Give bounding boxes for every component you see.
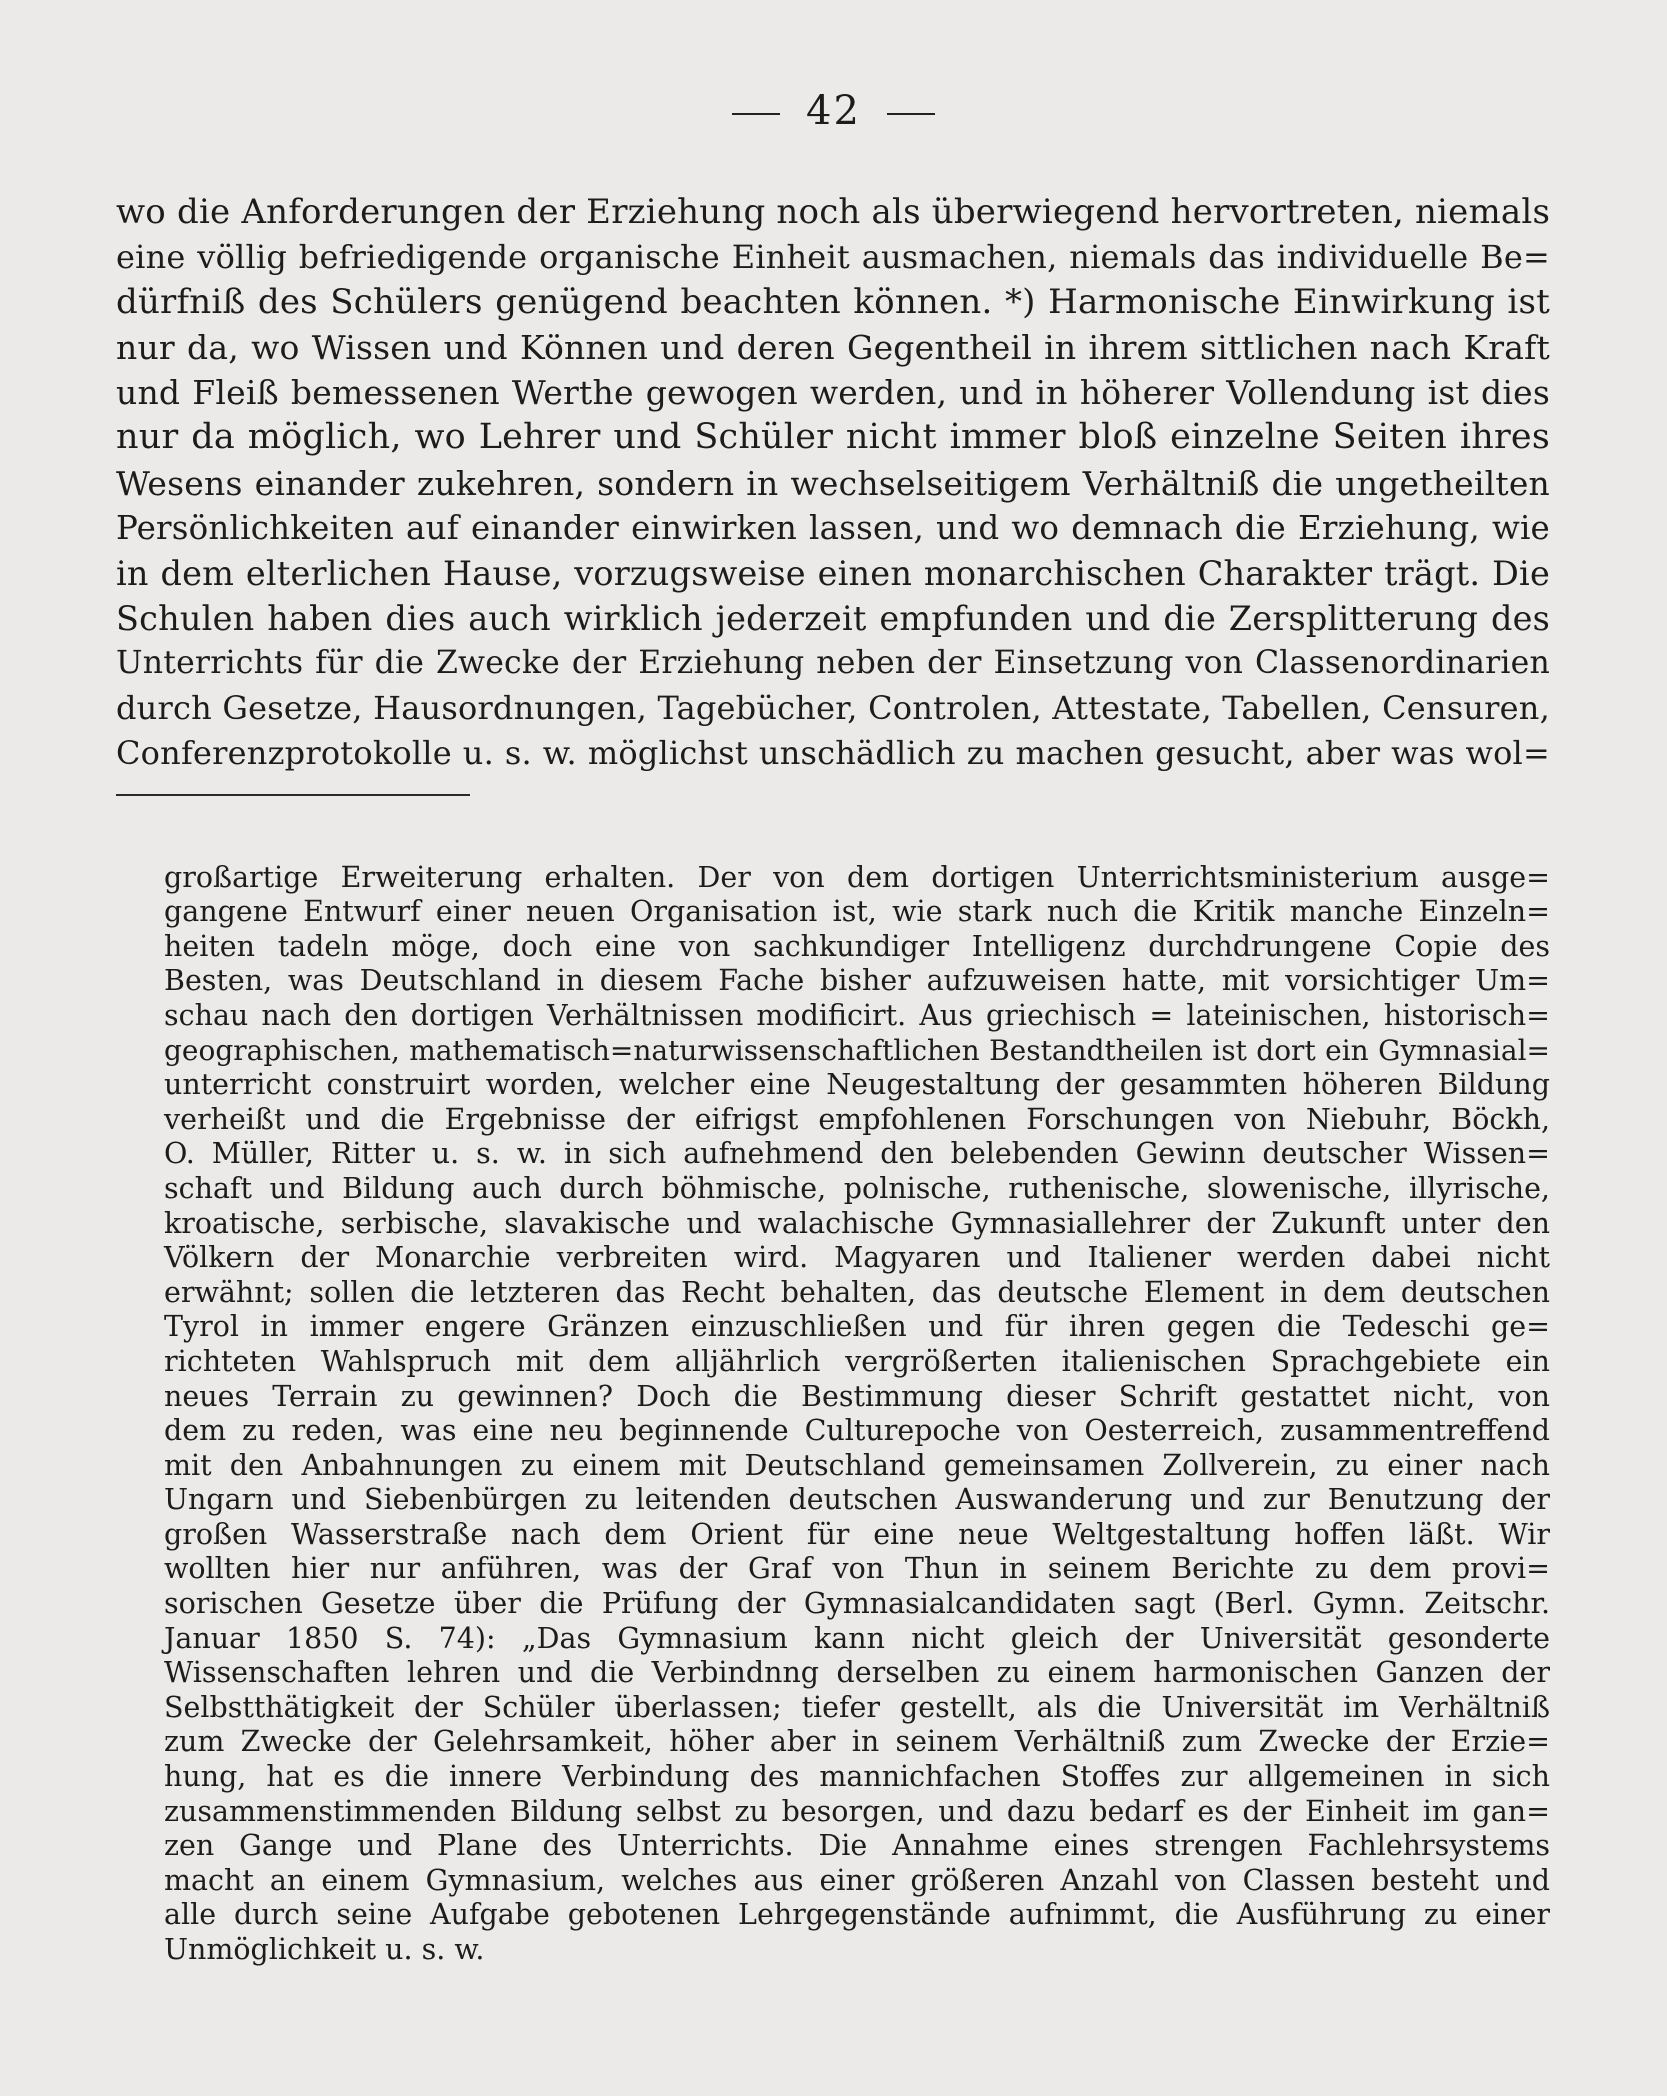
body-line: nur da möglich, wo Lehrer und Schüler nicht immer bloß einzelne Seiten ihres <box>116 417 1550 458</box>
footnote-line: kroatische, serbische, slavakische und walachische Gymnasiallehrer der Zukunft unter den <box>164 1206 1550 1240</box>
footnote-line: wollten hier nur anführen, was der Graf von Thun in seinem Berichte zu dem provi= <box>164 1552 1550 1586</box>
footnote-line: O. Müller, Ritter u. s. w. in sich aufnehmend den belebenden Gewinn deutscher Wissen= <box>164 1137 1550 1171</box>
footnote-line: gangene Entwurf einer neuen Organisation ist, wie stark nuch die Kritik manche Einzeln= <box>164 895 1550 929</box>
footnote-line: heiten tadeln möge, doch eine von sachkundiger Intelligenz durchdrungene Copie des <box>164 929 1550 963</box>
footnote-line: zen Gange und Plane des Unterrichts. Die Annahme eines strengen Fachlehrsystems <box>164 1829 1550 1863</box>
footnote-line: Tyrol in immer engere Gränzen einzuschließen und für ihren gegen die Tedeschi ge= <box>164 1310 1550 1344</box>
footnote-line: richteten Wahlspruch mit dem alljährlich vergrößerten italienischen Sprachgebiete ein <box>164 1344 1550 1378</box>
header-dash-right <box>887 113 935 115</box>
footnote-separator <box>116 794 470 796</box>
body-line: wo die Anforderungen der Erziehung noch als überwiegend hervortreten, niemals <box>116 192 1551 232</box>
footnote-line: neues Terrain zu gewinnen? Doch die Bestimmung dieser Schrift gestattet nicht, von <box>164 1379 1550 1413</box>
footnote-line: mit den Anbahnungen zu einem mit Deutschland gemeinsamen Zollverein, zu einer nach <box>164 1448 1550 1482</box>
footnote-line: Wissenschaften lehren und die Verbindnng derselben zu einem harmonischen Ganzen der <box>164 1656 1550 1690</box>
body-line: Wesens einander zukehren, sondern in wechselseitigem Verhältniß die ungetheilten <box>116 463 1550 503</box>
footnote-line: Selbstthätigkeit der Schüler überlassen; tiefer gestellt, als die Universität im Verhältniß <box>164 1690 1550 1724</box>
main-text <box>116 190 1550 776</box>
body-line: nur da, wo Wissen und Können und deren Gegentheil in ihrem sittlichen nach Kraft <box>116 328 1550 368</box>
body-line: und Fleiß bemessenen Werthe gewogen werden, und in höherer Vollendung ist dies <box>116 373 1550 413</box>
footnote-line: macht an einem Gymnasium, welches aus einer größeren Anzahl von Classen besteht und <box>164 1863 1550 1897</box>
footnote-line: Januar 1850 S. 74): „Das Gymnasium kann nicht gleich der Universität gesonderte <box>164 1621 1550 1655</box>
footnote-line: großen Wasserstraße nach dem Orient für eine neue Weltgestaltung hoffen läßt. Wir <box>164 1517 1550 1551</box>
footnote-line: Besten, was Deutschland in diesem Fache bisher aufzuweisen hatte, mit vorsichtiger Um= <box>164 964 1550 998</box>
page-header <box>0 88 1667 134</box>
body-line: durch Gesetze, Hausordnungen, Tagebücher, Controlen, Attestate, Tabellen, Censuren, <box>116 689 1550 728</box>
footnote-line: alle durch seine Aufgabe gebotenen Lehrgegenstände aufnimmt, die Ausführung zu einer <box>164 1898 1550 1932</box>
header-dash-left <box>732 113 780 115</box>
footnote-line: Ungarn und Siebenbürgen zu leitenden deutschen Auswanderung und zur Benutzung der <box>164 1483 1550 1517</box>
body-line: in dem elterlichen Hause, vorzugsweise einen monarchischen Charakter trägt. Die <box>116 553 1550 593</box>
footnote-line: zum Zwecke der Gelehrsamkeit, höher aber in seinem Verhältniß zum Zwecke der Erzie= <box>164 1725 1550 1759</box>
footnote-line: sorischen Gesetze über die Prüfung der Gymnasialcandidaten sagt (Berl. Gymn. Zeitschr. <box>164 1587 1550 1621</box>
footnote-line: dem zu reden, was eine neu beginnende Culturepoche von Oesterreich, zusammentreffend <box>164 1414 1550 1448</box>
footnote-line: schau nach den dortigen Verhältnissen modificirt. Aus griechisch = lateinischen, historisch= <box>164 998 1550 1032</box>
footnote-line: Völkern der Monarchie verbreiten wird. Magyaren und Italiener werden dabei nicht <box>164 1241 1550 1275</box>
footnote-line: verheißt und die Ergebnisse der eifrigst empfohlenen Forschungen von Niebuhr, Böckh, <box>164 1102 1550 1136</box>
body-line: eine völlig befriedigende organische Einheit ausmachen, niemals das individuelle Be= <box>116 238 1550 277</box>
footnote-line <box>163 826 1550 861</box>
footnote <box>164 826 1550 1968</box>
body-line: Persönlichkeiten auf einander einwirken lassen, und wo demnach die Erziehung, wie <box>116 508 1550 547</box>
footnote-line: großartige Erweiterung erhalten. Der von dem dortigen Unterrichtsministerium ausge= <box>164 860 1550 894</box>
footnote-line: hung, hat es die innere Verbindung des mannichfachen Stoffes zur allgemeinen in sich <box>164 1760 1550 1794</box>
footnote-line: zusammenstimmenden Bildung selbst zu besorgen, und dazu bedarf es der Einheit im gan= <box>164 1794 1550 1828</box>
page-number: 42 <box>806 88 861 134</box>
footnote-line: geographischen, mathematisch=naturwissenschaftlichen Bestandtheilen ist dort ein Gymnasial= <box>164 1033 1550 1067</box>
body-line: Conferenzprotokolle u. s. w. möglichst unschädlich zu machen gesucht, aber was wol= <box>116 734 1550 773</box>
footnote-line: schaft und Bildung auch durch böhmische, polnische, ruthenische, slowenische, illyrische, <box>164 1171 1550 1205</box>
body-line: Schulen haben dies auch wirklich jederzeit empfunden und die Zersplitterung des <box>116 598 1550 638</box>
footnote-line: erwähnt; sollen die letzteren das Recht behalten, das deutsche Element in dem deutschen <box>164 1275 1550 1309</box>
body-line: dürfniß des Schülers genügend beachten können. *) Harmonische Einwirkung ist <box>116 282 1550 323</box>
footnote-line: Unmöglichkeit u. s. w. <box>164 1933 485 1966</box>
footnote-line: unterricht construirt worden, welcher eine Neugestaltung der gesammten höheren Bildung <box>164 1068 1550 1102</box>
body-line: Unterrichts für die Zwecke der Erziehung neben der Einsetzung von Classenordinarien <box>116 644 1550 681</box>
